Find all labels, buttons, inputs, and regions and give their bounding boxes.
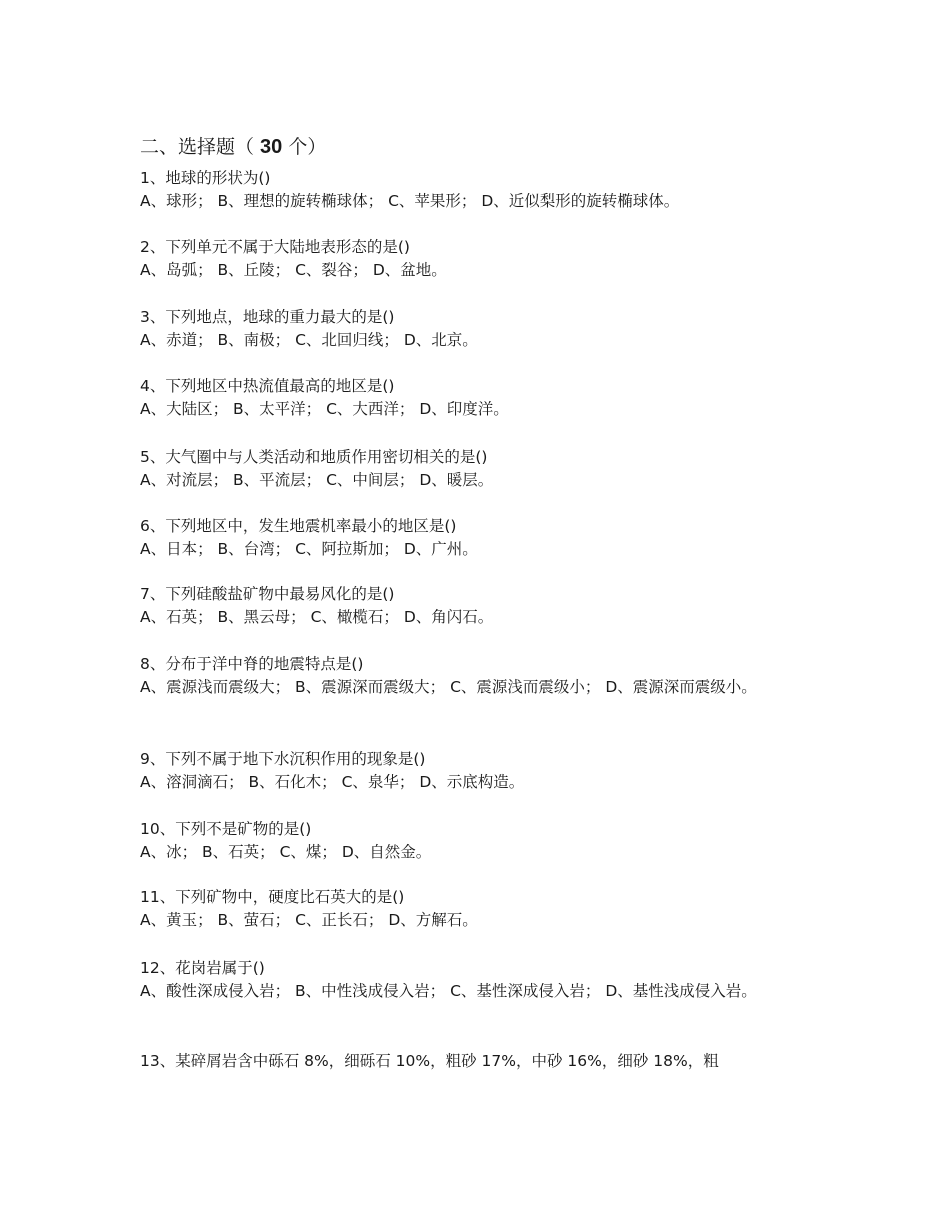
section-title: [140, 134, 326, 160]
question-options: A、大陆区； B、太平洋； C、大西洋； D、印度洋。: [140, 400, 509, 418]
question-8: [140, 653, 810, 699]
question-stem: 11、下列矿物中，硬度比石英大的是(): [140, 888, 405, 906]
question-stem: 8、分布于洋中脊的地震特点是(): [140, 655, 364, 673]
question-9: [140, 748, 810, 794]
question-options: A、震源浅而震级大； B、震源深而震级大； C、震源浅而震级小； D、震源深而震级小。: [140, 678, 757, 696]
question-1: [140, 167, 810, 213]
question-count: 30: [260, 136, 283, 158]
question-options: A、酸性深成侵入岩； B、中性浅成侵入岩； C、基性深成侵入岩； D、基性浅成侵入岩。: [140, 982, 757, 1000]
question-7: [140, 583, 810, 629]
question-3: [140, 306, 810, 352]
question-options: A、对流层； B、平流层； C、中间层； D、暖层。: [140, 471, 494, 489]
question-options: A、岛弧； B、丘陵； C、裂谷； D、盆地。: [140, 261, 447, 279]
question-2: [140, 236, 810, 282]
question-stem: 1、地球的形状为(): [140, 169, 271, 187]
question-10: [140, 818, 810, 864]
question-5: [140, 446, 810, 492]
question-stem: 13、某碎屑岩含中砾石 8%，细砾石 10%，粗砂 17%，中砂 16%，细砂 18%，粗: [140, 1052, 719, 1070]
question-options: A、冰； B、石英； C、煤； D、自然金。: [140, 843, 432, 861]
question-stem: 4、下列地区中热流值最高的地区是(): [140, 377, 395, 395]
question-stem: 5、大气圈中与人类活动和地质作用密切相关的是(): [140, 448, 488, 466]
question-11: [140, 886, 810, 932]
question-12: [140, 957, 810, 1003]
question-stem: 12、花岗岩属于(): [140, 959, 265, 977]
question-4: [140, 375, 810, 421]
question-stem: 2、下列单元不属于大陆地表形态的是(): [140, 238, 410, 256]
question-stem: 10、下列不是矿物的是(): [140, 820, 312, 838]
question-options: A、球形； B、理想的旋转椭球体； C、苹果形； D、近似梨形的旋转椭球体。: [140, 192, 680, 210]
question-options: A、黄玉； B、萤石； C、正长石； D、方解石。: [140, 911, 478, 929]
section-title-prefix: 二、选择题（: [140, 136, 261, 158]
question-6: [140, 515, 810, 561]
question-stem: 9、下列不属于地下水沉积作用的现象是(): [140, 750, 426, 768]
question-stem: 7、下列硅酸盐矿物中最易风化的是(): [140, 585, 395, 603]
question-options: A、溶洞滴石； B、石化木； C、泉华； D、示底构造。: [140, 773, 525, 791]
question-options: A、石英； B、黑云母； C、橄榄石； D、角闪石。: [140, 608, 494, 626]
question-options: A、日本； B、台湾； C、阿拉斯加； D、广州。: [140, 540, 478, 558]
question-stem: 6、下列地区中，发生地震机率最小的地区是(): [140, 517, 457, 535]
question-stem: 3、下列地点，地球的重力最大的是(): [140, 308, 395, 326]
question-options: A、赤道； B、南极； C、北回归线； D、北京。: [140, 331, 478, 349]
question-13: [140, 1050, 810, 1073]
section-title-suffix: 个）: [282, 136, 327, 158]
